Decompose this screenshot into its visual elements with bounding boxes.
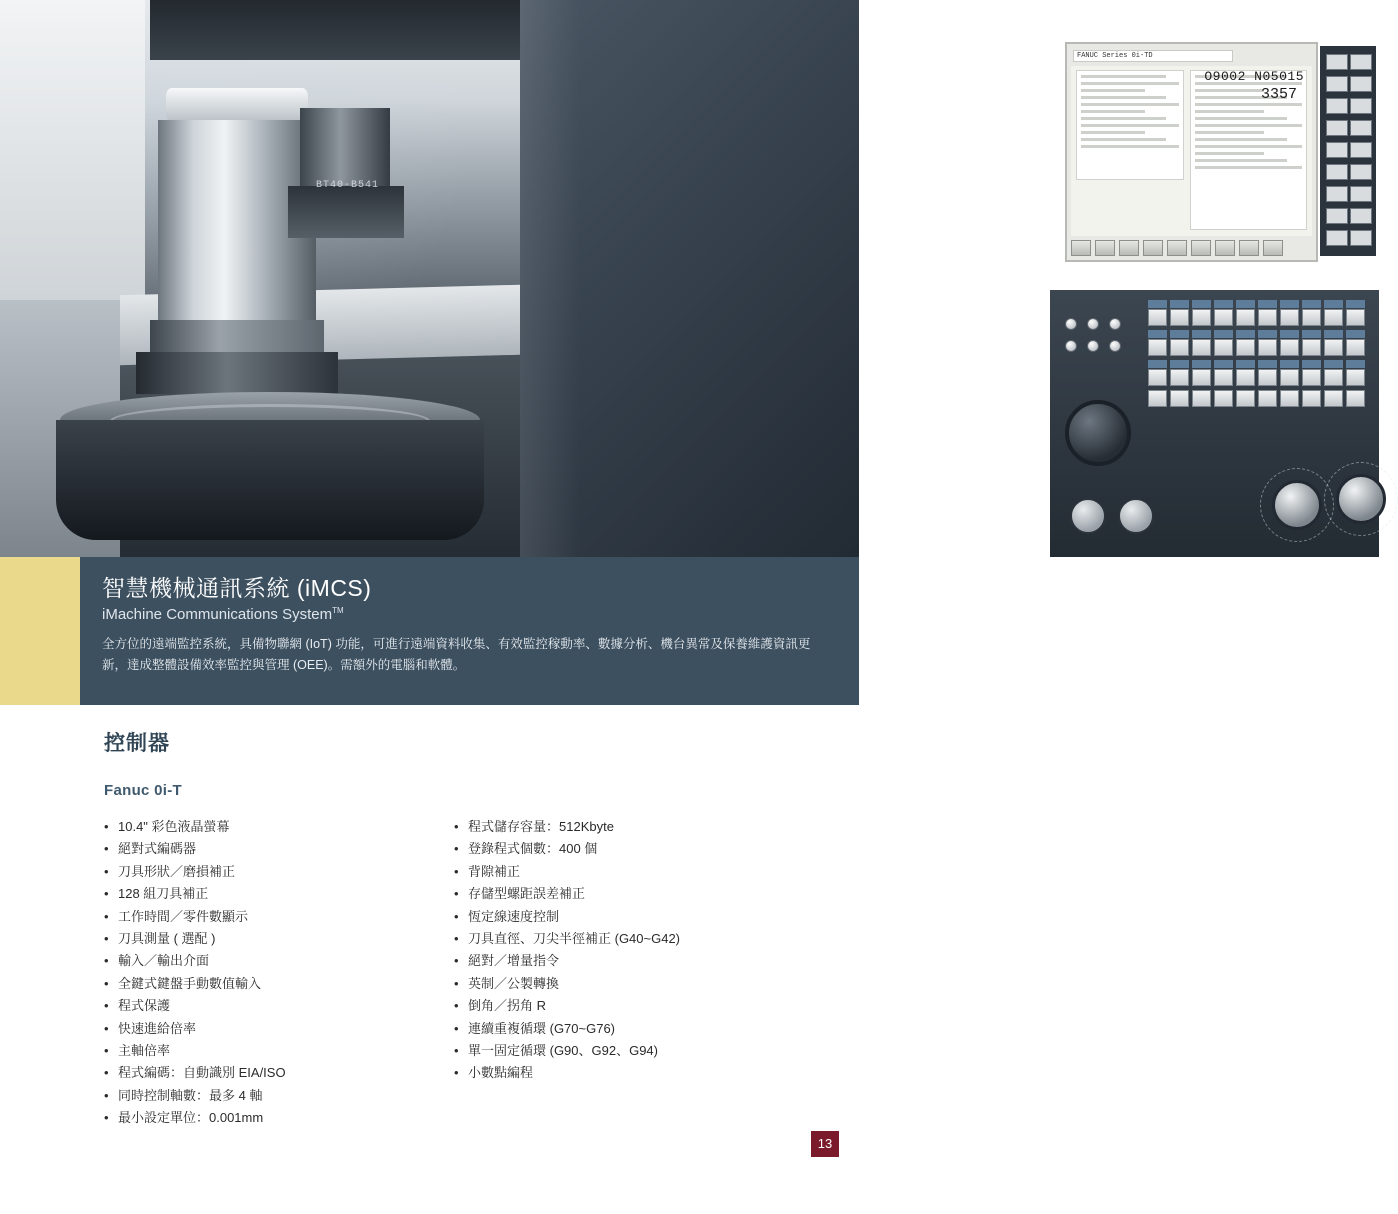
keypad-key[interactable] — [1326, 186, 1348, 202]
list-item: • 刀具形狀／磨損補正 — [104, 861, 454, 883]
operator-button[interactable] — [1324, 369, 1343, 386]
operator-button[interactable] — [1258, 369, 1277, 386]
operator-button[interactable] — [1214, 369, 1233, 386]
cnc-soft-key[interactable] — [1119, 240, 1139, 256]
spindle-band — [150, 320, 324, 354]
keypad-key[interactable] — [1350, 98, 1372, 114]
machine-photo-left — [0, 0, 520, 557]
cnc-soft-key[interactable] — [1167, 240, 1187, 256]
list-item: • 主軸倍率 — [104, 1040, 454, 1062]
list-item: • 程式保護 — [104, 995, 454, 1017]
status-lamp — [1087, 318, 1099, 330]
list-item: • 背隙補正 — [454, 861, 804, 883]
button-label — [1280, 330, 1299, 338]
button-label — [1192, 360, 1211, 368]
button-label — [1280, 300, 1299, 308]
list-item: • 輸入／輸出介面 — [104, 950, 454, 972]
operator-button[interactable] — [1324, 309, 1343, 326]
spec-column-left — [104, 816, 454, 1130]
keypad-key[interactable] — [1326, 142, 1348, 158]
operator-button[interactable] — [1192, 390, 1211, 407]
spindle-override-knob[interactable] — [1272, 480, 1322, 530]
button-label — [1258, 330, 1277, 338]
status-lamp — [1065, 318, 1077, 330]
operator-button[interactable] — [1324, 390, 1343, 407]
operator-button[interactable] — [1214, 309, 1233, 326]
page-number-badge: 13 — [811, 1131, 839, 1157]
hero-photo — [0, 0, 1304, 557]
list-item: • 全鍵式鍵盤手動數值輸入 — [104, 973, 454, 995]
button-label — [1170, 330, 1189, 338]
feedrate-override-knob[interactable] — [1336, 474, 1386, 524]
button-label — [1170, 360, 1189, 368]
cnc-screen-content — [1076, 70, 1307, 230]
spindle-cap — [166, 88, 308, 122]
tool-holder-label: BT40-B541 — [316, 180, 380, 191]
tool-holder-collar — [288, 186, 404, 238]
console-highlight — [520, 0, 580, 557]
button-label — [1170, 300, 1189, 308]
operator-button[interactable] — [1192, 309, 1211, 326]
button-label — [1214, 360, 1233, 368]
button-label — [1324, 360, 1343, 368]
operator-button[interactable] — [1302, 390, 1321, 407]
emergency-stop-button[interactable] — [1065, 400, 1131, 466]
list-item: • 絕對式編碼器 — [104, 838, 454, 860]
keypad-key[interactable] — [1326, 98, 1348, 114]
operator-button[interactable] — [1214, 390, 1233, 407]
list-item: • 快速進給倍率 — [104, 1018, 454, 1040]
spec-columns — [104, 816, 804, 1130]
rotary-table-body — [56, 420, 484, 540]
operator-button[interactable] — [1346, 339, 1365, 356]
cnc-screen-header: FANUC Series 0i-TD — [1073, 50, 1233, 62]
operator-button[interactable] — [1236, 309, 1255, 326]
cnc-screen-left-pane — [1076, 70, 1184, 180]
keypad-key[interactable] — [1350, 230, 1372, 246]
operator-button[interactable] — [1346, 309, 1365, 326]
operator-button[interactable] — [1258, 339, 1277, 356]
list-item: • 恆定線速度控制 — [454, 906, 804, 928]
feature-description: 全方位的遠端監控系統，具備物聯網 (IoT) 功能，可進行遠端資料收集、有效監控稼動率、數據分析、機台異常及保養維護資訊更新，達成整體設備效率監控與管理 (OEE)。需額外的電腦和軟體。 — [102, 637, 811, 672]
cycle-start-button[interactable] — [1070, 498, 1106, 534]
list-item: • 同時控制軸數：最多 4 軸 — [104, 1085, 454, 1107]
operator-button[interactable] — [1214, 339, 1233, 356]
button-label — [1324, 300, 1343, 308]
button-label — [1236, 330, 1255, 338]
cnc-soft-key[interactable] — [1239, 240, 1259, 256]
keypad-key[interactable] — [1350, 76, 1372, 92]
operator-button[interactable] — [1148, 369, 1167, 386]
button-label — [1302, 330, 1321, 338]
list-item: • 程式編碼：自動識別 EIA/ISO — [104, 1062, 454, 1084]
keypad-key[interactable] — [1326, 120, 1348, 136]
operator-button[interactable] — [1346, 390, 1365, 407]
button-label — [1192, 330, 1211, 338]
list-item: • 小數點編程 — [454, 1062, 804, 1084]
operator-button[interactable] — [1302, 339, 1321, 356]
operator-button[interactable] — [1280, 309, 1299, 326]
operator-button[interactable] — [1236, 339, 1255, 356]
status-lamp — [1087, 340, 1099, 352]
keypad-key[interactable] — [1326, 208, 1348, 224]
button-label — [1302, 300, 1321, 308]
operator-button[interactable] — [1302, 309, 1321, 326]
operator-button[interactable] — [1258, 309, 1277, 326]
list-item: • 英制／公製轉換 — [454, 973, 804, 995]
keypad-key[interactable] — [1350, 120, 1372, 136]
cnc-soft-key[interactable] — [1095, 240, 1115, 256]
list-item: • 單一固定循環 (G90、G92、G94) — [454, 1040, 804, 1062]
button-label — [1258, 300, 1277, 308]
operator-button[interactable] — [1192, 339, 1211, 356]
list-item: • 倒角／拐角 R — [454, 995, 804, 1017]
section-title: 控制器 — [104, 732, 170, 755]
list-item: • 最小設定單位：0.001mm — [104, 1107, 454, 1129]
button-label — [1214, 330, 1233, 338]
machine-panel-top — [150, 0, 530, 60]
keypad-key[interactable] — [1326, 54, 1348, 70]
keypad-key[interactable] — [1350, 54, 1372, 70]
button-label — [1236, 300, 1255, 308]
feature-subtitle-text: iMachine Communications System — [102, 606, 333, 623]
machine-panel-upper — [0, 0, 145, 300]
operator-button[interactable] — [1346, 369, 1365, 386]
operator-button[interactable] — [1170, 309, 1189, 326]
operator-button[interactable] — [1148, 390, 1167, 407]
controller-model-title: Fanuc 0i-T — [104, 782, 183, 799]
band-accent-block — [0, 557, 80, 705]
button-label — [1192, 300, 1211, 308]
button-label — [1346, 300, 1365, 308]
operator-button[interactable] — [1192, 369, 1211, 386]
status-lamp — [1109, 318, 1121, 330]
button-label — [1214, 300, 1233, 308]
keypad-key[interactable] — [1326, 230, 1348, 246]
keypad-key[interactable] — [1350, 142, 1372, 158]
button-label — [1258, 360, 1277, 368]
button-label — [1346, 330, 1365, 338]
feature-subtitle — [102, 606, 344, 623]
button-label — [1280, 360, 1299, 368]
list-item: • 刀具測量 ( 選配 ) — [104, 928, 454, 950]
keypad-key[interactable] — [1350, 164, 1372, 180]
operator-button[interactable] — [1170, 390, 1189, 407]
list-item: • 存儲型螺距誤差補正 — [454, 883, 804, 905]
list-item: • 程式儲存容量：512Kbyte — [454, 816, 804, 838]
operator-button[interactable] — [1170, 369, 1189, 386]
list-item: • 登錄程式個數：400 個 — [454, 838, 804, 860]
operator-button[interactable] — [1280, 369, 1299, 386]
cnc-soft-key[interactable] — [1263, 240, 1283, 256]
cnc-soft-key[interactable] — [1215, 240, 1235, 256]
feature-title: 智慧機械通訊系統 (iMCS) — [102, 575, 372, 601]
list-item: • 絕對／增量指令 — [454, 950, 804, 972]
button-label — [1302, 360, 1321, 368]
operator-button[interactable] — [1236, 390, 1255, 407]
spindle-flange — [136, 352, 338, 394]
cnc-keypad[interactable] — [1320, 46, 1376, 256]
list-item: • 刀具直徑、刀尖半徑補正 (G40~G42) — [454, 928, 804, 950]
trademark-mark: TM — [332, 606, 344, 615]
cnc-soft-key-row[interactable] — [1071, 240, 1312, 258]
list-item: • 連續重複循環 (G70~G76) — [454, 1018, 804, 1040]
operator-button[interactable] — [1302, 369, 1321, 386]
operator-button[interactable] — [1148, 309, 1167, 326]
operator-button-grid[interactable] — [1148, 300, 1376, 460]
cnc-feed-value: 3357 — [1260, 86, 1297, 103]
button-label — [1346, 360, 1365, 368]
operator-button[interactable] — [1258, 390, 1277, 407]
keypad-key[interactable] — [1326, 164, 1348, 180]
feed-hold-button[interactable] — [1118, 498, 1154, 534]
operator-button[interactable] — [1324, 339, 1343, 356]
cnc-soft-key[interactable] — [1143, 240, 1163, 256]
operator-button[interactable] — [1148, 339, 1167, 356]
keypad-key[interactable] — [1350, 186, 1372, 202]
cnc-soft-key[interactable] — [1191, 240, 1211, 256]
spec-list-left — [104, 816, 454, 1130]
list-item: • 10.4" 彩色液晶螢幕 — [104, 816, 454, 838]
status-lamp-row — [1065, 318, 1135, 368]
button-label — [1148, 300, 1167, 308]
button-label — [1148, 360, 1167, 368]
status-lamp — [1065, 340, 1077, 352]
list-item: • 128 組刀具補正 — [104, 883, 454, 905]
keypad-key[interactable] — [1350, 208, 1372, 224]
spec-column-right — [454, 816, 804, 1085]
cnc-program-number: O9002 N05015 — [1204, 69, 1304, 84]
button-label — [1148, 330, 1167, 338]
button-label — [1236, 360, 1255, 368]
operator-button[interactable] — [1280, 339, 1299, 356]
status-lamp — [1109, 340, 1121, 352]
cnc-soft-key[interactable] — [1071, 240, 1091, 256]
button-label — [1324, 330, 1343, 338]
list-item: • 工作時間／零件數顯示 — [104, 906, 454, 928]
operator-button[interactable] — [1236, 369, 1255, 386]
keypad-key[interactable] — [1326, 76, 1348, 92]
operator-button[interactable] — [1170, 339, 1189, 356]
spec-list-right — [454, 816, 804, 1085]
operator-button[interactable] — [1280, 390, 1299, 407]
